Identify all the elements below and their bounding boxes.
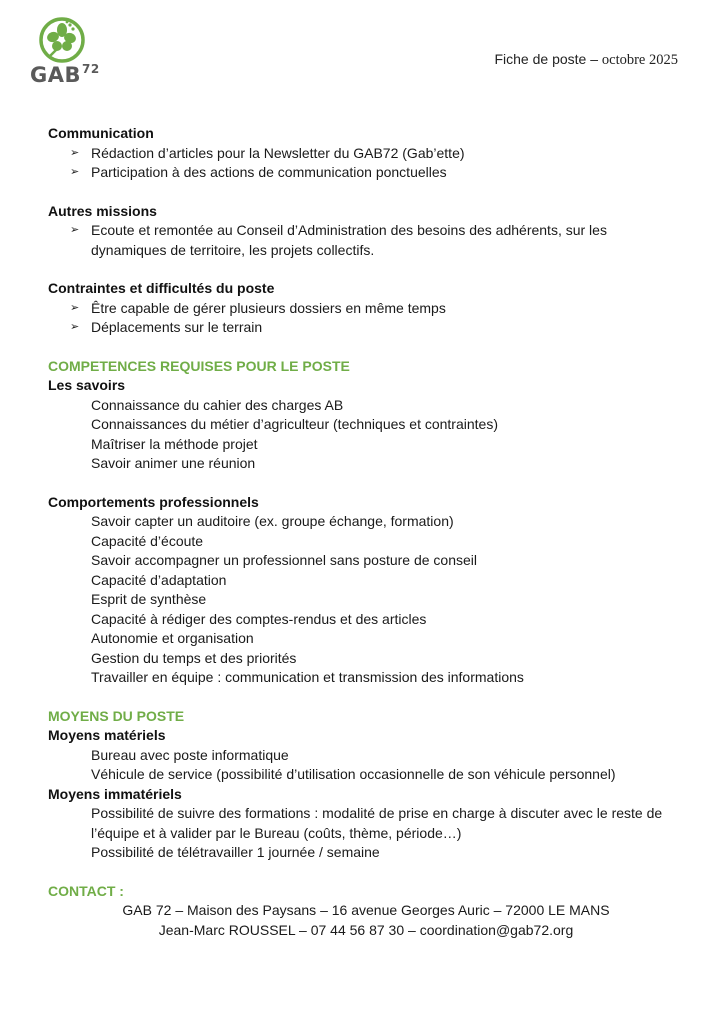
contact-person: Jean-Marc ROUSSEL – 07 44 56 87 30 – coordination@gab72.org — [158, 921, 574, 938]
subsection-comportements-title: Comportements professionnels — [48, 493, 259, 510]
section-communication-title: Communication — [48, 125, 154, 141]
list-item: Gestion du temps et des priorités — [91, 649, 297, 666]
section-moyens-title: MOYENS DU POSTE — [48, 707, 185, 724]
arrowhead-bullet-icon: ➢ — [70, 301, 80, 314]
doc-date: octobre 2025 — [601, 52, 678, 68]
list-item: ➢ Rédaction d’articles pour la Newsletter du GAB72 (Gab’ette) — [48, 144, 684, 164]
list-item: Connaissance du cahier des charges AB — [91, 396, 344, 413]
list-item: Capacité d’adaptation — [91, 571, 227, 588]
arrowhead-bullet-icon: ➢ — [70, 321, 80, 333]
section-contact-title: CONTACT : — [48, 882, 124, 899]
list-item: Connaissances du métier d’agriculteur (techniques et contraintes) — [91, 416, 498, 432]
list-item: Savoir capter un auditoire (ex. groupe échange, formation) — [91, 513, 454, 529]
document-header — [494, 51, 678, 69]
list-item: Savoir animer une réunion — [91, 455, 256, 471]
doc-title: Fiche de poste – — [494, 51, 602, 67]
list-item: Travailler en équipe : communication et transmission des informations — [91, 669, 524, 685]
arrowhead-bullet-icon: ➢ — [70, 166, 80, 178]
list-item: Esprit de synthèse — [91, 591, 207, 607]
arrowhead-bullet-icon: ➢ — [70, 146, 80, 159]
gab72-logo — [30, 16, 104, 86]
contraintes-list — [48, 299, 684, 338]
autres-missions-list — [48, 221, 684, 260]
subsection-immateriels-title: Moyens immatériels — [48, 785, 182, 802]
section-autres-missions-title: Autres missions — [48, 202, 157, 219]
list-item: Autonomie et organisation — [91, 630, 254, 646]
list-item: Capacité à rédiger des comptes-rendus et des articles — [91, 610, 427, 627]
list-item: ➢ Déplacements sur le terrain — [48, 318, 684, 338]
list-item: Capacité d’écoute — [91, 532, 204, 549]
list-item: Maîtriser la méthode projet — [91, 435, 258, 452]
section-contraintes-title: Contraintes et difficultés du poste — [48, 280, 275, 296]
contact-address: GAB 72 – Maison des Paysans – 16 avenue Georges Auric – 72000 LE MANS — [122, 902, 610, 918]
communication-list — [48, 144, 684, 183]
list-item: Véhicule de service (possibilité d’utilisation occasionnelle de son véhicule personnel) — [91, 766, 616, 782]
flower-logo-icon — [38, 16, 86, 64]
subsection-savoirs-title: Les savoirs — [48, 377, 126, 393]
document-body — [48, 124, 684, 940]
list-item: Possibilité de télétravailler 1 journée / semaine — [91, 844, 380, 860]
section-competences-title: COMPETENCES REQUISES POUR LE POSTE — [48, 357, 350, 374]
list-item: ➢ Participation à des actions de communication ponctuelles — [48, 163, 684, 183]
list-item: Bureau avec poste informatique — [91, 746, 289, 763]
list-item: Savoir accompagner un professionnel sans posture de conseil — [91, 552, 478, 568]
logo-text: GAB$^{72}$ — [30, 62, 100, 87]
arrowhead-bullet-icon: ➢ — [70, 224, 80, 236]
list-item: ➢ Être capable de gérer plusieurs dossiers en même temps — [48, 299, 684, 319]
subsection-materiels-title: Moyens matériels — [48, 727, 166, 743]
list-item: Possibilité de suivre des formations : modalité de prise en charge à discuter avec le reste de l’équipe et à valider par le Bureau (coûts, thème, période…) — [91, 805, 663, 841]
list-item: ➢ Ecoute et remontée au Conseil d’Administration des besoins des adhérents, sur les dynamiques de territoire, les projets collectifs. — [70, 222, 607, 258]
